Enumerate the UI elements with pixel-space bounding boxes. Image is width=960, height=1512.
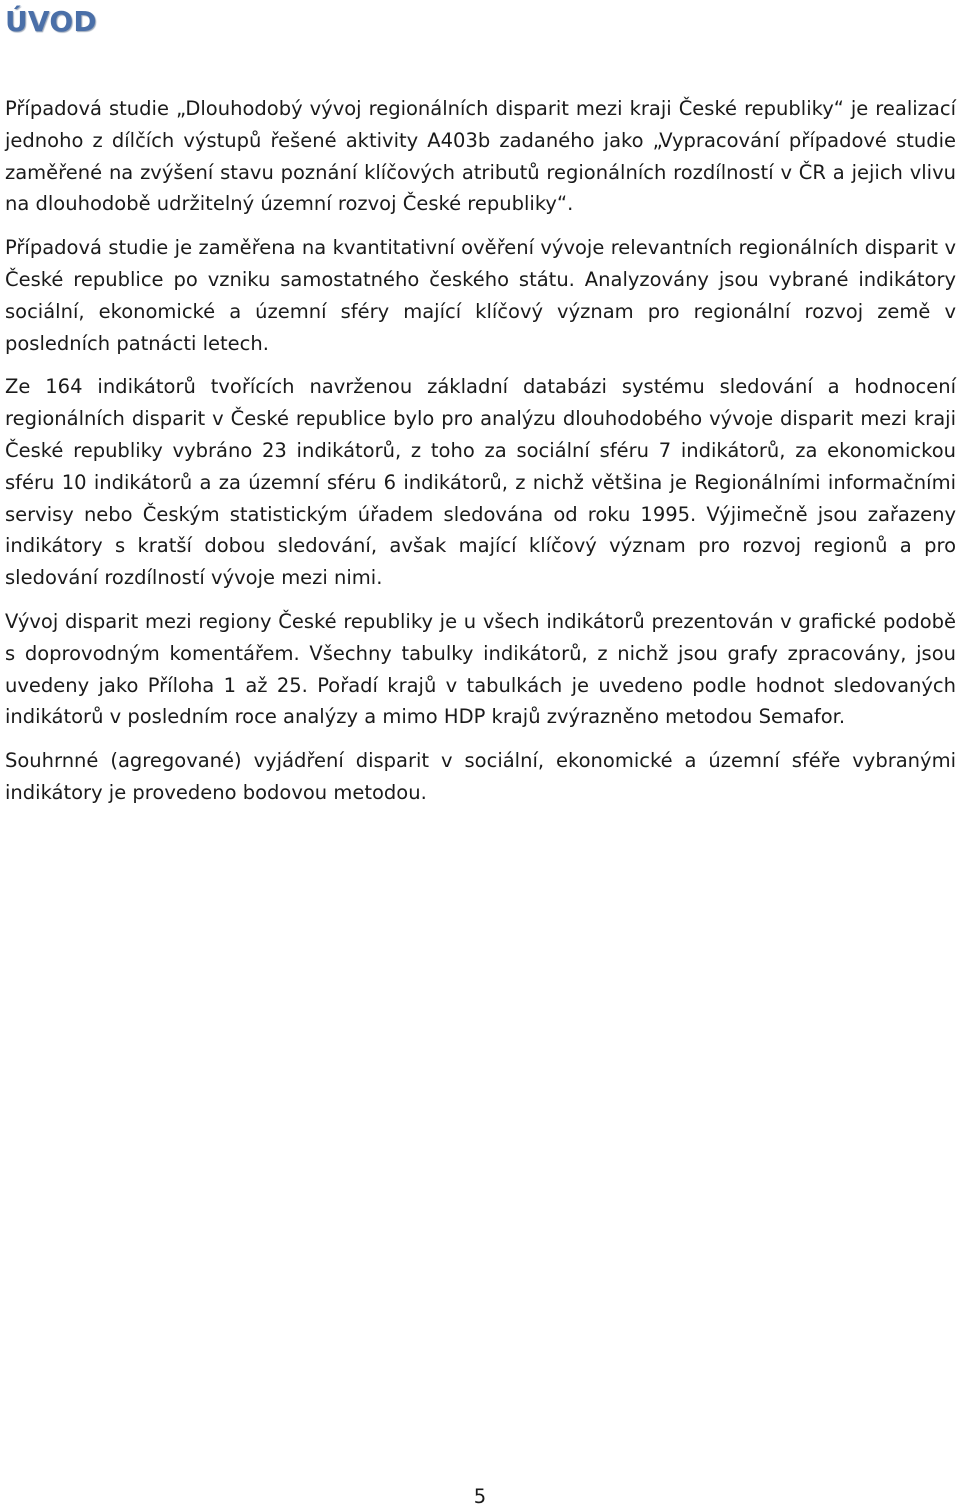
page-title: ÚVOD <box>5 5 97 38</box>
paragraph-2: Případová studie je zaměřena na kvantitativní ověření vývoje relevantních regionálních disparit v České republice po vzniku samostatného českého státu. Analyzovány jsou vybrané indikátory sociální, ekonomické a územní sféry mající klíčový význam pro regionální rozvoj země v posledních patnácti letech. <box>5 236 956 355</box>
document-body <box>5 93 956 821</box>
page-number: 5 <box>473 1485 487 1508</box>
paragraph-4: Vývoj disparit mezi regiony České republiky je u všech indikátorů prezentován v grafické podobě s doprovodným komentářem. Všechny tabulky indikátorů, z nichž jsou grafy zpracovány, jsou uvedeny jako Příloha 1 až 25. Pořadí krajů v tabulkách je uvedeno podle hodnot sledovaných indikátorů v posledním roce analýzy a mimo HDP krajů zvýrazněno metodou Semafor. <box>5 609 956 729</box>
paragraph-3: Ze 164 indikátorů tvořících navrženou základní databázi systému sledování a hodnocení regionálních disparit v České republice bylo pro analýzu dlouhodobého vývoje disparit mezi kraji České republiky vybráno 23 indikátorů, z toho za sociální sféru 7 indikátorů, za ekonomickou sféru 10 indikátorů a za územní sféru 6 indikátorů, z nichž většina je Regionálními informačními servisy nebo Českým statistickým úřadem sledována od roku 1995. Výjimečně jsou zařazeny indikátory s kratší dobou sledování, avšak mající klíčový význam pro rozvoj regionů a pro sledování rozdílností vývoje mezi nimi. <box>5 375 956 590</box>
paragraph-5: Souhrnné (agregované) vyjádření disparit v sociální, ekonomické a územní sféře vybranými indikátory je provedeno bodovou metodou. <box>5 749 956 804</box>
paragraph-1: Případová studie „Dlouhodobý vývoj regionálních disparit mezi kraji České republiky“ je realizací jednoho z dílčích výstupů řešené aktivity A403b zadaného jako „Vypracování případové studie zaměřené na zvýšení stavu poznání klíčových atributů regionálních rozdílností v ČR a jejich vlivu na dlouhodobě udržitelný územní rozvoj České republiky“. <box>5 97 956 216</box>
